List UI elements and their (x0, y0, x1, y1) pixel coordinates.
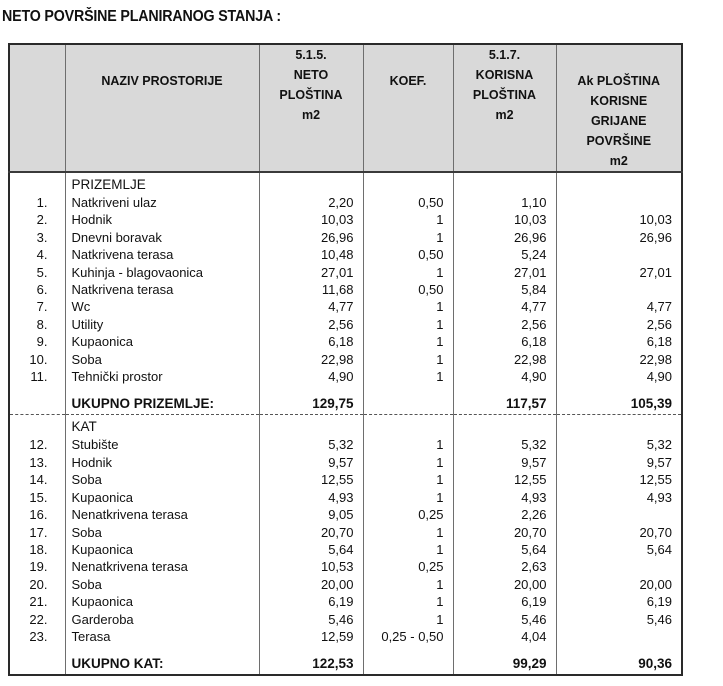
table-row (9, 264, 682, 281)
heated-area-value: 12,55 (556, 471, 682, 488)
section-empty-cell (9, 172, 65, 194)
room-name: Kupaonica (65, 541, 259, 558)
spacer-cell (65, 645, 259, 654)
header-coefficient: KOEF. (363, 44, 453, 172)
spacer-cell (453, 385, 556, 394)
coefficient-value: 0,25 - 0,50 (363, 628, 453, 645)
coefficient-value: 0,50 (363, 281, 453, 298)
heated-area-value (556, 281, 682, 298)
room-name: Nenatkrivena terasa (65, 506, 259, 523)
coefficient-value: 0,50 (363, 246, 453, 263)
coefficient-value: 1 (363, 593, 453, 610)
row-number: 23. (9, 628, 65, 645)
row-number: 7. (9, 298, 65, 315)
coefficient-value: 0,25 (363, 558, 453, 575)
useful-area-value: 4,04 (453, 628, 556, 645)
useful-area-value: 5,24 (453, 246, 556, 263)
spacer-cell (556, 385, 682, 394)
total-empty-cell (9, 654, 65, 675)
table-header (9, 44, 682, 172)
row-number: 19. (9, 558, 65, 575)
heated-area-value: 4,90 (556, 368, 682, 385)
total-coefficient (363, 394, 453, 415)
net-area-table (8, 43, 683, 676)
section-name: KAT (65, 415, 259, 437)
room-name: Soba (65, 471, 259, 488)
section-empty-cell (556, 415, 682, 437)
header-net-area-line: PLOŠTINA (279, 88, 343, 102)
coefficient-value: 1 (363, 471, 453, 488)
useful-area-value: 5,32 (453, 436, 556, 453)
header-net-area-line: 5.1.5. (295, 48, 327, 62)
room-name: Terasa (65, 628, 259, 645)
heated-area-value: 6,18 (556, 333, 682, 350)
table-row (9, 436, 682, 453)
room-name: Kupaonica (65, 593, 259, 610)
header-useful-area-line: 5.1.7. (488, 48, 521, 62)
table-row (9, 593, 682, 610)
useful-area-value: 2,26 (453, 506, 556, 523)
net-area-value: 2,56 (259, 316, 363, 333)
row-number: 13. (9, 454, 65, 471)
row-number: 16. (9, 506, 65, 523)
section-empty-cell (9, 415, 65, 437)
row-number: 10. (9, 351, 65, 368)
table-row (9, 368, 682, 385)
section-empty-cell (259, 415, 363, 437)
room-name: Hodnik (65, 454, 259, 471)
heated-area-value: 2,56 (556, 316, 682, 333)
room-name: Natkriveni ulaz (65, 194, 259, 211)
row-number: 14. (9, 471, 65, 488)
coefficient-value: 1 (363, 211, 453, 228)
heated-area-value: 4,77 (556, 298, 682, 315)
useful-area-value: 12,55 (453, 471, 556, 488)
net-area-value: 27,01 (259, 264, 363, 281)
total-heated-area: 90,36 (556, 654, 682, 675)
section-empty-cell (556, 172, 682, 194)
useful-area-value: 10,03 (453, 211, 556, 228)
useful-area-value: 27,01 (453, 264, 556, 281)
useful-area-value: 6,18 (453, 333, 556, 350)
table-row (9, 454, 682, 471)
coefficient-value: 1 (363, 541, 453, 558)
useful-area-value: 20,00 (453, 576, 556, 593)
section-heading-row (9, 415, 682, 437)
row-number: 20. (9, 576, 65, 593)
heated-area-value: 27,01 (556, 264, 682, 281)
heated-area-value (556, 628, 682, 645)
row-number: 5. (9, 264, 65, 281)
heated-area-value (556, 558, 682, 575)
total-net-area: 122,53 (259, 654, 363, 675)
section-total-row (9, 394, 682, 415)
table-row (9, 333, 682, 350)
heated-area-value: 5,46 (556, 611, 682, 628)
section-total-row (9, 654, 682, 675)
table-row (9, 316, 682, 333)
row-number: 15. (9, 489, 65, 506)
spacer-cell (259, 385, 363, 394)
coefficient-value: 1 (363, 316, 453, 333)
useful-area-value: 4,77 (453, 298, 556, 315)
useful-area-value: 6,19 (453, 593, 556, 610)
coefficient-value: 1 (363, 298, 453, 315)
net-area-value: 12,55 (259, 471, 363, 488)
section-empty-cell (453, 415, 556, 437)
room-name: Kupaonica (65, 489, 259, 506)
net-area-value: 20,70 (259, 524, 363, 541)
useful-area-value: 5,46 (453, 611, 556, 628)
heated-area-value: 10,03 (556, 211, 682, 228)
useful-area-value: 5,64 (453, 541, 556, 558)
table-row (9, 211, 682, 228)
header-heated-area-line: Ak PLOŠTINA (577, 74, 661, 88)
net-area-value: 6,18 (259, 333, 363, 350)
room-name: Nenatkrivena terasa (65, 558, 259, 575)
coefficient-value: 1 (363, 436, 453, 453)
heated-area-value (556, 506, 682, 523)
room-name: Soba (65, 576, 259, 593)
spacer-cell (9, 385, 65, 394)
net-area-value: 2,20 (259, 194, 363, 211)
useful-area-value: 5,84 (453, 281, 556, 298)
section-name: PRIZEMLJE (65, 172, 259, 194)
table-row (9, 628, 682, 645)
heated-area-value: 6,19 (556, 593, 682, 610)
table-row (9, 558, 682, 575)
table-row (9, 506, 682, 523)
useful-area-value: 1,10 (453, 194, 556, 211)
header-net-area (259, 44, 363, 172)
room-name: Utility (65, 316, 259, 333)
net-area-value: 22,98 (259, 351, 363, 368)
useful-area-value: 2,56 (453, 316, 556, 333)
table-row (9, 298, 682, 315)
row-number: 3. (9, 229, 65, 246)
header-net-area-line: m2 (301, 108, 321, 122)
heated-area-value: 4,93 (556, 489, 682, 506)
section-empty-cell (363, 415, 453, 437)
table-row (9, 246, 682, 263)
net-area-value: 5,46 (259, 611, 363, 628)
header-heated-area-line: m2 (609, 154, 628, 168)
total-heated-area: 105,39 (556, 394, 682, 415)
table-row (9, 524, 682, 541)
net-area-value: 20,00 (259, 576, 363, 593)
spacer-cell (65, 385, 259, 394)
room-name: Natkrivena terasa (65, 281, 259, 298)
coefficient-value: 1 (363, 264, 453, 281)
useful-area-value: 22,98 (453, 351, 556, 368)
net-area-value: 6,19 (259, 593, 363, 610)
document-title: NETO POVRŠINE PLANIRANOG STANJA : (2, 8, 281, 25)
room-name: Stubište (65, 436, 259, 453)
table-row (9, 541, 682, 558)
header-useful-area-line: KORISNA (475, 68, 534, 82)
spacer-cell (363, 385, 453, 394)
coefficient-value: 1 (363, 351, 453, 368)
useful-area-value: 26,96 (453, 229, 556, 246)
heated-area-value: 5,64 (556, 541, 682, 558)
row-number: 4. (9, 246, 65, 263)
row-number: 21. (9, 593, 65, 610)
coefficient-value: 1 (363, 489, 453, 506)
net-area-value: 4,77 (259, 298, 363, 315)
heated-area-value: 20,70 (556, 524, 682, 541)
useful-area-value: 2,63 (453, 558, 556, 575)
row-number: 12. (9, 436, 65, 453)
heated-area-value: 5,32 (556, 436, 682, 453)
header-useful-area-line: m2 (495, 108, 514, 122)
heated-area-value (556, 194, 682, 211)
net-area-value: 5,32 (259, 436, 363, 453)
table-body (9, 172, 682, 675)
room-name: Natkrivena terasa (65, 246, 259, 263)
row-number: 2. (9, 211, 65, 228)
row-number: 18. (9, 541, 65, 558)
total-net-area: 129,75 (259, 394, 363, 415)
total-useful-area: 99,29 (453, 654, 556, 675)
useful-area-value: 20,70 (453, 524, 556, 541)
room-name: Tehnički prostor (65, 368, 259, 385)
header-heated-area-line: GRIJANE (590, 114, 647, 128)
coefficient-value: 1 (363, 611, 453, 628)
spacer-cell (453, 645, 556, 654)
room-name: Soba (65, 351, 259, 368)
net-area-value: 10,03 (259, 211, 363, 228)
header-heated-area-line: KORISNE (590, 94, 648, 108)
total-label: UKUPNO PRIZEMLJE: (65, 394, 259, 415)
header-heated-area (556, 44, 682, 172)
section-empty-cell (453, 172, 556, 194)
table-row (9, 611, 682, 628)
spacer-cell (259, 645, 363, 654)
useful-area-value: 4,90 (453, 368, 556, 385)
row-number: 6. (9, 281, 65, 298)
table-row (9, 194, 682, 211)
header-net-area-line: NETO (293, 68, 329, 82)
coefficient-value: 1 (363, 524, 453, 541)
net-area-value: 12,59 (259, 628, 363, 645)
total-empty-cell (9, 394, 65, 415)
coefficient-value: 1 (363, 368, 453, 385)
room-name: Soba (65, 524, 259, 541)
total-useful-area: 117,57 (453, 394, 556, 415)
coefficient-value: 1 (363, 333, 453, 350)
room-name: Kuhinja - blagovaonica (65, 264, 259, 281)
section-empty-cell (363, 172, 453, 194)
room-name: Hodnik (65, 211, 259, 228)
header-room-name: NAZIV PROSTORIJE (65, 44, 259, 172)
row-number: 11. (9, 368, 65, 385)
coefficient-value: 1 (363, 229, 453, 246)
table-row (9, 576, 682, 593)
coefficient-value: 0,50 (363, 194, 453, 211)
spacer-cell (556, 645, 682, 654)
coefficient-value: 1 (363, 454, 453, 471)
header-heated-area-line: POVRŠINE (586, 134, 652, 148)
section-empty-cell (259, 172, 363, 194)
room-name: Dnevni boravak (65, 229, 259, 246)
heated-area-value (556, 246, 682, 263)
header-useful-area-line: PLOŠTINA (472, 88, 537, 102)
heated-area-value: 22,98 (556, 351, 682, 368)
section-heading-row (9, 172, 682, 194)
net-area-value: 4,93 (259, 489, 363, 506)
row-number: 17. (9, 524, 65, 541)
row-number: 22. (9, 611, 65, 628)
spacer-row (9, 645, 682, 654)
table-row (9, 281, 682, 298)
room-name: Kupaonica (65, 333, 259, 350)
table-row (9, 229, 682, 246)
row-number: 9. (9, 333, 65, 350)
net-area-value: 9,57 (259, 454, 363, 471)
total-coefficient (363, 654, 453, 675)
header-number (9, 44, 65, 172)
net-area-value: 11,68 (259, 281, 363, 298)
table-row (9, 351, 682, 368)
row-number: 1. (9, 194, 65, 211)
net-area-value: 5,64 (259, 541, 363, 558)
net-area-value: 10,53 (259, 558, 363, 575)
header-useful-area (453, 44, 556, 172)
row-number: 8. (9, 316, 65, 333)
useful-area-value: 9,57 (453, 454, 556, 471)
room-name: Wc (65, 298, 259, 315)
useful-area-value: 4,93 (453, 489, 556, 506)
net-area-value: 9,05 (259, 506, 363, 523)
net-area-value: 4,90 (259, 368, 363, 385)
heated-area-value: 20,00 (556, 576, 682, 593)
table-row (9, 489, 682, 506)
coefficient-value: 1 (363, 576, 453, 593)
spacer-cell (9, 645, 65, 654)
spacer-cell (363, 645, 453, 654)
total-label: UKUPNO KAT: (65, 654, 259, 675)
heated-area-value: 26,96 (556, 229, 682, 246)
room-name: Garderoba (65, 611, 259, 628)
spacer-row (9, 385, 682, 394)
net-area-value: 26,96 (259, 229, 363, 246)
coefficient-value: 0,25 (363, 506, 453, 523)
net-area-value: 10,48 (259, 246, 363, 263)
heated-area-value: 9,57 (556, 454, 682, 471)
table-row (9, 471, 682, 488)
